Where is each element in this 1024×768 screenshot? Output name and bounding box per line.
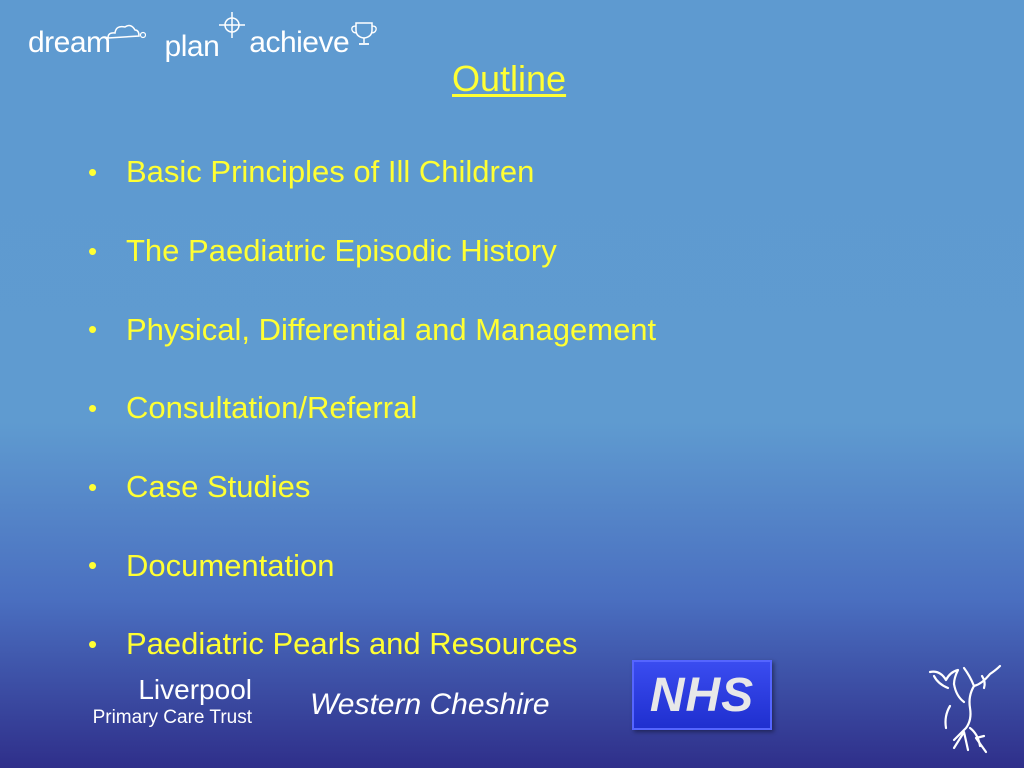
liverbird-icon xyxy=(924,662,1004,754)
crosshair-icon xyxy=(217,10,247,40)
brand-dream-label: dream xyxy=(28,26,111,59)
list-item xyxy=(88,133,656,212)
bullet-marker: • xyxy=(88,392,98,423)
liverpool-pct-logo xyxy=(60,674,252,730)
list-item-text: Basic Principles of Ill Children xyxy=(126,154,535,190)
nhs-logo xyxy=(632,660,772,730)
list-item xyxy=(88,448,656,527)
outline-list xyxy=(88,133,656,684)
list-item-text: Paediatric Pearls and Resources xyxy=(126,626,578,662)
brand-achieve xyxy=(249,28,349,58)
list-item xyxy=(88,290,656,369)
partner-name: Western Cheshire xyxy=(310,688,550,721)
list-item-text: Physical, Differential and Management xyxy=(126,311,657,347)
brand-dream xyxy=(28,28,111,58)
org-subtitle: Primary Care Trust xyxy=(92,707,252,728)
bullet-marker: • xyxy=(88,471,98,502)
list-item xyxy=(88,526,656,605)
list-item-text: Documentation xyxy=(126,547,335,583)
bullet-marker: • xyxy=(88,235,98,266)
list-item xyxy=(88,369,656,448)
trophy-icon xyxy=(349,20,379,48)
bullet-marker: • xyxy=(88,550,98,581)
list-item-text: Consultation/Referral xyxy=(126,390,418,426)
list-item xyxy=(88,212,656,291)
list-item-text: The Paediatric Episodic History xyxy=(126,233,557,269)
bullet-marker: • xyxy=(88,314,98,345)
brand-logo xyxy=(28,26,350,63)
org-name: Liverpool xyxy=(138,674,252,705)
list-item xyxy=(88,605,656,684)
cloud-icon xyxy=(106,22,146,44)
bullet-marker: • xyxy=(88,156,98,187)
bullet-marker: • xyxy=(88,628,98,659)
list-item-text: Case Studies xyxy=(126,469,311,505)
brand-achieve-label: achieve xyxy=(249,26,350,59)
nhs-logo-text: NHS xyxy=(649,668,755,722)
slide-title: Outline xyxy=(452,58,567,99)
brand-plan-label: plan xyxy=(164,30,220,63)
brand-plan xyxy=(165,32,220,62)
